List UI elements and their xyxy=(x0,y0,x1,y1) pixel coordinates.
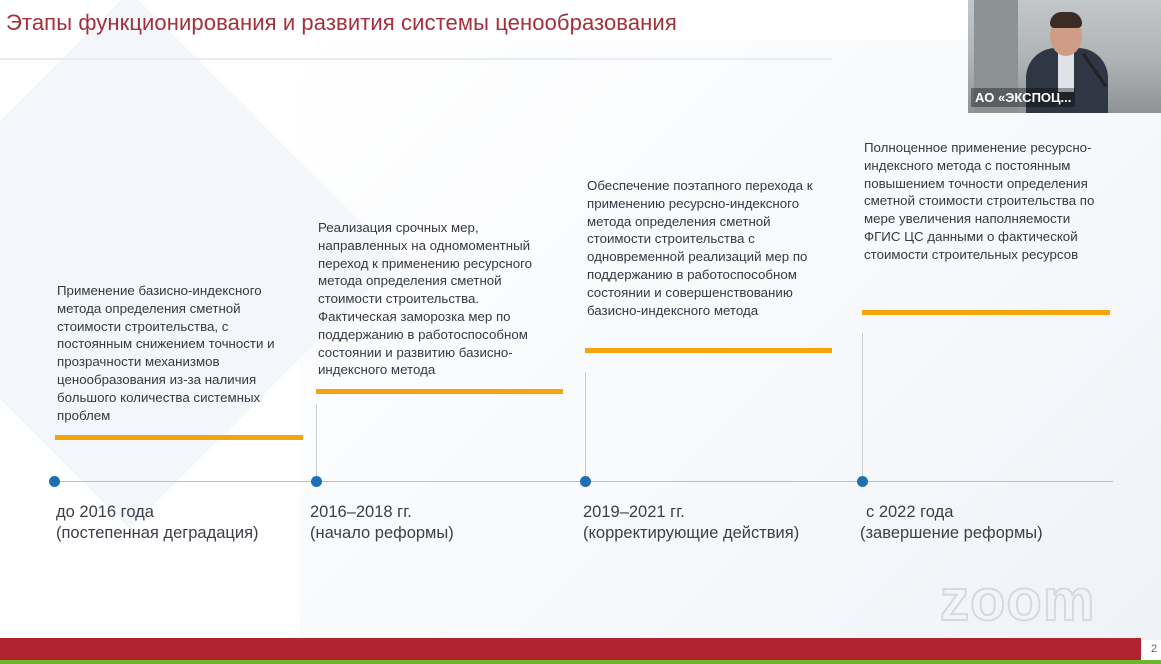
speaker-shirt xyxy=(1058,52,1074,92)
timeline-dot-4 xyxy=(857,476,868,487)
zoom-watermark-logo: zoom xyxy=(940,568,1096,633)
stage-3-period-status: (корректирующие действия) xyxy=(583,524,800,542)
stage-2-period-years: 2016–2018 гг. xyxy=(310,503,412,521)
speaker-hair xyxy=(1050,12,1082,28)
participant-name-label: АО «ЭКСПОЦ... xyxy=(971,88,1075,107)
stage-4-period-status: (завершение реформы) xyxy=(860,524,1043,542)
page-number: 2 xyxy=(1151,643,1158,655)
stage-2-description: Реализация срочных мер, направленных на одномоментный переход к применению ресурсного метода определения сметной стоимости строительства. Фактическая заморозка мер по поддержанию в работоспособном состоянии и развитию базисно-индексного метода xyxy=(318,220,533,378)
footer-red-band xyxy=(0,638,1141,660)
stage-2-connector xyxy=(316,404,317,476)
timeline-dot-1 xyxy=(49,476,60,487)
stage-1-description: Применение базисно-индексного метода определения сметной стоимости строительства, с постоянным снижением точности и прозрачности механизмов ценообразования из-за наличия большого количества системных проблем xyxy=(57,283,275,423)
footer-green-band xyxy=(0,660,1161,664)
slide-title: Этапы функционирования и развития системы ценообразования xyxy=(6,10,677,35)
timeline-dot-2 xyxy=(311,476,322,487)
stage-3-period xyxy=(583,502,799,544)
stage-1-period-years: до 2016 года xyxy=(56,503,154,521)
stage-3-accent-bar xyxy=(585,348,832,353)
stage-3-description: Обеспечение поэтапного перехода к применению ресурсно-индексного метода определения сметной стоимости строительства с одновременной реализаций мер по поддержанию в работоспособном состоянии и совершенствованию базисно-индексного метода xyxy=(587,178,813,318)
participant-video-tile[interactable] xyxy=(968,0,1161,113)
stage-2-period xyxy=(310,502,454,544)
stage-2-period-status: (начало реформы) xyxy=(310,524,454,542)
stage-1-period-status: (постепенная деградация) xyxy=(56,524,259,542)
stage-4-connector xyxy=(862,333,863,476)
stage-4-accent-bar xyxy=(862,310,1110,315)
timeline-dot-3 xyxy=(580,476,591,487)
stage-1-accent-bar xyxy=(55,435,303,440)
stage-3-connector xyxy=(585,372,586,476)
stage-1-period xyxy=(56,502,259,544)
stage-4-description: Полноценное применение ресурсно-индексного метода с постоянным повышением точности определения сметной стоимости строительства по мере увеличения наполняемости ФГИС ЦС данными о фактической стоимости строительных ресурсов xyxy=(864,140,1095,262)
stage-4-period-years: с 2022 года xyxy=(866,503,954,521)
stage-3-period-years: 2019–2021 гг. xyxy=(583,503,685,521)
title-divider xyxy=(0,58,832,60)
stage-4-period xyxy=(860,502,1043,544)
stage-2-accent-bar xyxy=(316,389,563,394)
